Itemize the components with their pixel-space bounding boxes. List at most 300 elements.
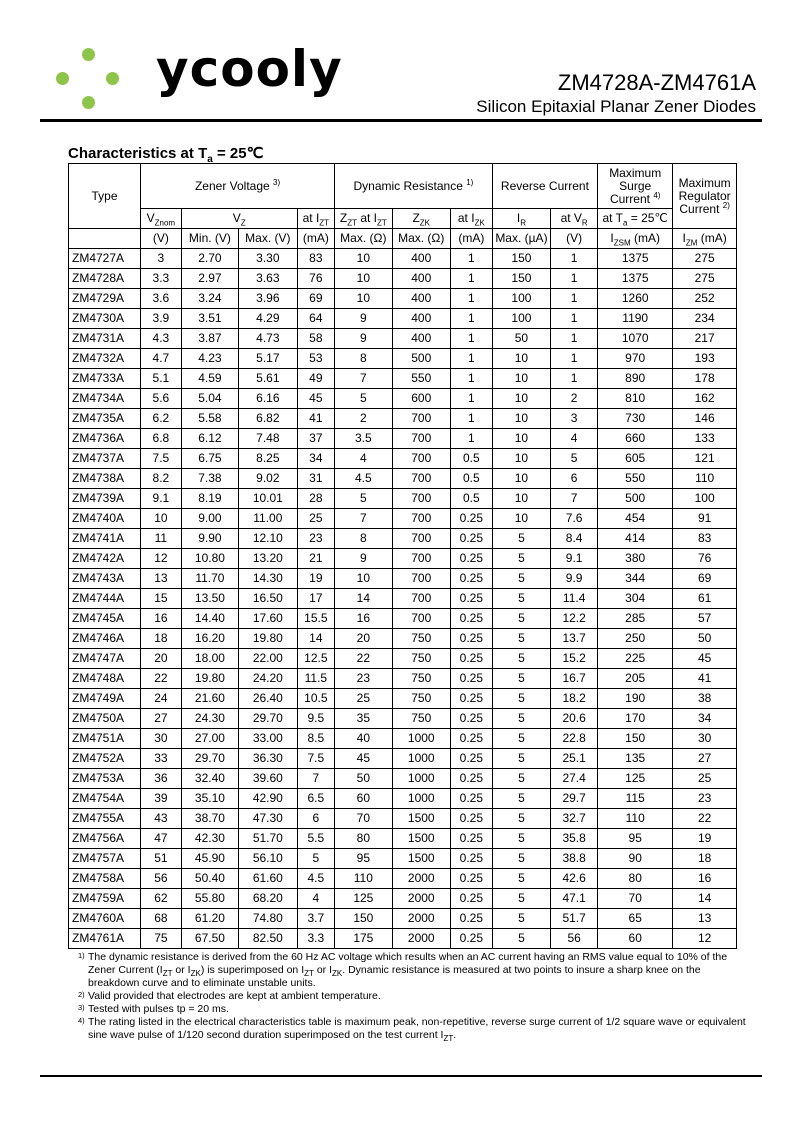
value-cell: 7.5 bbox=[141, 449, 182, 469]
value-cell: 22.8 bbox=[551, 729, 598, 749]
value-cell: 8.2 bbox=[141, 469, 182, 489]
value-cell: 43 bbox=[141, 809, 182, 829]
value-cell: 33 bbox=[141, 749, 182, 769]
footnote-marker: 4) bbox=[78, 1016, 85, 1025]
value-cell: 50 bbox=[492, 329, 550, 349]
zzk-header: $Z_{ZK}$ bbox=[392, 209, 450, 229]
type-cell: ZM4729A bbox=[69, 289, 141, 309]
value-cell: 0.25 bbox=[450, 809, 492, 829]
value-cell: 60 bbox=[598, 929, 673, 949]
value-cell: 205 bbox=[598, 669, 673, 689]
value-cell: 3.63 bbox=[239, 269, 297, 289]
value-cell: 400 bbox=[392, 309, 450, 329]
value-cell: 2000 bbox=[392, 889, 450, 909]
value-cell: 9 bbox=[335, 549, 392, 569]
type-cell: ZM4757A bbox=[69, 849, 141, 869]
value-cell: 10.5 bbox=[297, 689, 335, 709]
value-cell: 0.25 bbox=[450, 929, 492, 949]
value-cell: 50.40 bbox=[181, 869, 238, 889]
value-cell: 5 bbox=[492, 629, 550, 649]
value-cell: 0.25 bbox=[450, 789, 492, 809]
type-cell: ZM4753A bbox=[69, 769, 141, 789]
value-cell: 10 bbox=[335, 249, 392, 269]
value-cell: 125 bbox=[598, 769, 673, 789]
type-cell: ZM4743A bbox=[69, 569, 141, 589]
value-cell: 41 bbox=[673, 669, 737, 689]
value-cell: 1000 bbox=[392, 789, 450, 809]
type-cell: ZM4740A bbox=[69, 509, 141, 529]
value-cell: 2.70 bbox=[181, 249, 238, 269]
value-cell: 7 bbox=[335, 369, 392, 389]
value-cell: 12 bbox=[141, 549, 182, 569]
type-cell: ZM4751A bbox=[69, 729, 141, 749]
value-cell: 10 bbox=[492, 349, 550, 369]
type-cell: ZM4734A bbox=[69, 389, 141, 409]
value-cell: 68.20 bbox=[239, 889, 297, 909]
value-cell: 24 bbox=[141, 689, 182, 709]
value-cell: 9.5 bbox=[297, 709, 335, 729]
table-row bbox=[69, 409, 737, 429]
type-cell: ZM4733A bbox=[69, 369, 141, 389]
value-cell: 10 bbox=[492, 389, 550, 409]
value-cell: 41 bbox=[297, 409, 335, 429]
unit-vz-max: Max. (V) bbox=[239, 229, 297, 249]
footer-divider bbox=[40, 1075, 762, 1077]
value-cell: 95 bbox=[335, 849, 392, 869]
value-cell: 5 bbox=[492, 569, 550, 589]
value-cell: 68 bbox=[141, 909, 182, 929]
type-cell: ZM4731A bbox=[69, 329, 141, 349]
value-cell: 3.5 bbox=[335, 429, 392, 449]
type-cell: ZM4747A bbox=[69, 649, 141, 669]
value-cell: 25 bbox=[335, 689, 392, 709]
value-cell: 0.25 bbox=[450, 529, 492, 549]
value-cell: 26.40 bbox=[239, 689, 297, 709]
type-cell: ZM4736A bbox=[69, 429, 141, 449]
value-cell: 135 bbox=[598, 749, 673, 769]
value-cell: 61 bbox=[673, 589, 737, 609]
value-cell: 24.30 bbox=[181, 709, 238, 729]
value-cell: 45 bbox=[297, 389, 335, 409]
value-cell: 454 bbox=[598, 509, 673, 529]
type-cell: ZM4760A bbox=[69, 909, 141, 929]
table-row bbox=[69, 369, 737, 389]
value-cell: 150 bbox=[492, 249, 550, 269]
value-cell: 2000 bbox=[392, 929, 450, 949]
type-cell: ZM4728A bbox=[69, 269, 141, 289]
value-cell: 5 bbox=[492, 649, 550, 669]
value-cell: 10 bbox=[492, 489, 550, 509]
value-cell: 51.7 bbox=[551, 909, 598, 929]
type-cell: ZM4752A bbox=[69, 749, 141, 769]
value-cell: 162 bbox=[673, 389, 737, 409]
value-cell: 660 bbox=[598, 429, 673, 449]
value-cell: 7.6 bbox=[551, 509, 598, 529]
value-cell: 1 bbox=[551, 369, 598, 389]
value-cell: 5 bbox=[492, 829, 550, 849]
value-cell: 1375 bbox=[598, 269, 673, 289]
value-cell: 33.00 bbox=[239, 729, 297, 749]
value-cell: 49 bbox=[297, 369, 335, 389]
value-cell: 53 bbox=[297, 349, 335, 369]
value-cell: 9.1 bbox=[141, 489, 182, 509]
value-cell: 810 bbox=[598, 389, 673, 409]
value-cell: 10.01 bbox=[239, 489, 297, 509]
value-cell: 17.60 bbox=[239, 609, 297, 629]
value-cell: 10 bbox=[492, 409, 550, 429]
value-cell: 69 bbox=[297, 289, 335, 309]
ir-header: $I_R$ bbox=[492, 209, 550, 229]
value-cell: 10 bbox=[492, 509, 550, 529]
value-cell: 83 bbox=[673, 529, 737, 549]
value-cell: 4.3 bbox=[141, 329, 182, 349]
at-izk-header: at $I_{ZK}$ bbox=[450, 209, 492, 229]
value-cell: 0.25 bbox=[450, 869, 492, 889]
value-cell: 400 bbox=[392, 269, 450, 289]
table-row bbox=[69, 909, 737, 929]
table-row bbox=[69, 329, 737, 349]
value-cell: 58 bbox=[297, 329, 335, 349]
value-cell: 15.5 bbox=[297, 609, 335, 629]
value-cell: 1000 bbox=[392, 749, 450, 769]
footnote-text: Valid provided that electrodes are kept at ambient temperature. bbox=[88, 990, 381, 1002]
value-cell: 1 bbox=[450, 269, 492, 289]
value-cell: 30 bbox=[673, 729, 737, 749]
value-cell: 6 bbox=[551, 469, 598, 489]
value-cell: 10 bbox=[335, 289, 392, 309]
value-cell: 14.40 bbox=[181, 609, 238, 629]
value-cell: 3.96 bbox=[239, 289, 297, 309]
value-cell: 9.9 bbox=[551, 569, 598, 589]
value-cell: 40 bbox=[335, 729, 392, 749]
value-cell: 0.5 bbox=[450, 469, 492, 489]
value-cell: 500 bbox=[392, 349, 450, 369]
value-cell: 56.10 bbox=[239, 849, 297, 869]
value-cell: 5.17 bbox=[239, 349, 297, 369]
table-row bbox=[69, 349, 737, 369]
value-cell: 970 bbox=[598, 349, 673, 369]
type-header: Type bbox=[69, 164, 141, 229]
value-cell: 32.40 bbox=[181, 769, 238, 789]
value-cell: 500 bbox=[598, 489, 673, 509]
value-cell: 150 bbox=[335, 909, 392, 929]
value-cell: 3.3 bbox=[297, 929, 335, 949]
table-row bbox=[69, 549, 737, 569]
unit-izt: (mA) bbox=[297, 229, 335, 249]
value-cell: 0.25 bbox=[450, 709, 492, 729]
footnote-text: The dynamic resistance is derived from the 60 Hz AC voltage which results when an AC current having an RMS value equal to 10% of the Zener Current ($I_{ZT}$ or $I_{ZK}$) is superimposed on $I_{ZT}$ or $I_{ZK}$. Dynamic resistance is measured at two points to insure a sharp knee on the breakdown curve and to eliminate unstable units. bbox=[88, 951, 728, 989]
value-cell: 13 bbox=[141, 569, 182, 589]
header-divider bbox=[40, 119, 762, 122]
value-cell: 10 bbox=[335, 569, 392, 589]
value-cell: 4.29 bbox=[239, 309, 297, 329]
value-cell: 10 bbox=[492, 429, 550, 449]
value-cell: 12.5 bbox=[297, 649, 335, 669]
value-cell: 3.7 bbox=[297, 909, 335, 929]
unit-vz-min: Min. (V) bbox=[181, 229, 238, 249]
table-row bbox=[69, 589, 737, 609]
value-cell: 14 bbox=[335, 589, 392, 609]
table-row bbox=[69, 749, 737, 769]
value-cell: 16.20 bbox=[181, 629, 238, 649]
value-cell: 1500 bbox=[392, 829, 450, 849]
footnote-marker: 1) bbox=[78, 951, 85, 960]
value-cell: 600 bbox=[392, 389, 450, 409]
value-cell: 12.2 bbox=[551, 609, 598, 629]
value-cell: 95 bbox=[598, 829, 673, 849]
table-row bbox=[69, 829, 737, 849]
value-cell: 1 bbox=[551, 249, 598, 269]
table-row bbox=[69, 709, 737, 729]
value-cell: 1500 bbox=[392, 849, 450, 869]
value-cell: 39 bbox=[141, 789, 182, 809]
value-cell: 28 bbox=[297, 489, 335, 509]
value-cell: 4 bbox=[335, 449, 392, 469]
value-cell: 83 bbox=[297, 249, 335, 269]
value-cell: 3.30 bbox=[239, 249, 297, 269]
value-cell: 29.7 bbox=[551, 789, 598, 809]
table-row bbox=[69, 309, 737, 329]
unit-vznom: (V) bbox=[141, 229, 182, 249]
footnote-marker: 3) bbox=[78, 1003, 85, 1012]
value-cell: 4.73 bbox=[239, 329, 297, 349]
value-cell: 8.4 bbox=[551, 529, 598, 549]
value-cell: 13.7 bbox=[551, 629, 598, 649]
value-cell: 27.4 bbox=[551, 769, 598, 789]
value-cell: 50 bbox=[673, 629, 737, 649]
value-cell: 13.50 bbox=[181, 589, 238, 609]
value-cell: 0.25 bbox=[450, 549, 492, 569]
value-cell: 50 bbox=[335, 769, 392, 789]
value-cell: 5 bbox=[492, 589, 550, 609]
value-cell: 5 bbox=[492, 709, 550, 729]
value-cell: 4 bbox=[297, 889, 335, 909]
zener-voltage-header: Zener Voltage $^{3)}$ bbox=[141, 164, 335, 209]
value-cell: 25 bbox=[673, 769, 737, 789]
value-cell: 18.2 bbox=[551, 689, 598, 709]
vz-header: $V_Z$ bbox=[181, 209, 297, 229]
value-cell: 400 bbox=[392, 329, 450, 349]
value-cell: 125 bbox=[335, 889, 392, 909]
value-cell: 700 bbox=[392, 469, 450, 489]
value-cell: 6.12 bbox=[181, 429, 238, 449]
value-cell: 4.7 bbox=[141, 349, 182, 369]
value-cell: 700 bbox=[392, 549, 450, 569]
value-cell: 7 bbox=[551, 489, 598, 509]
value-cell: 1260 bbox=[598, 289, 673, 309]
value-cell: 110 bbox=[335, 869, 392, 889]
value-cell: 10 bbox=[141, 509, 182, 529]
value-cell: 11.5 bbox=[297, 669, 335, 689]
type-cell: ZM4744A bbox=[69, 589, 141, 609]
value-cell: 11.00 bbox=[239, 509, 297, 529]
value-cell: 6.82 bbox=[239, 409, 297, 429]
value-cell: 82.50 bbox=[239, 929, 297, 949]
value-cell: 14.30 bbox=[239, 569, 297, 589]
value-cell: 36.30 bbox=[239, 749, 297, 769]
value-cell: 700 bbox=[392, 589, 450, 609]
value-cell: 0.25 bbox=[450, 569, 492, 589]
value-cell: 0.25 bbox=[450, 749, 492, 769]
value-cell: 23 bbox=[297, 529, 335, 549]
value-cell: 10 bbox=[492, 369, 550, 389]
value-cell: 750 bbox=[392, 709, 450, 729]
table-row bbox=[69, 449, 737, 469]
value-cell: 1 bbox=[450, 289, 492, 309]
value-cell: 6.2 bbox=[141, 409, 182, 429]
type-cell: ZM4754A bbox=[69, 789, 141, 809]
value-cell: 38.70 bbox=[181, 809, 238, 829]
logo-dot-icon bbox=[82, 96, 95, 109]
value-cell: 5.1 bbox=[141, 369, 182, 389]
value-cell: 0.25 bbox=[450, 629, 492, 649]
value-cell: 5.04 bbox=[181, 389, 238, 409]
value-cell: 178 bbox=[673, 369, 737, 389]
value-cell: 100 bbox=[673, 489, 737, 509]
footnote bbox=[78, 1003, 748, 1016]
type-cell: ZM4732A bbox=[69, 349, 141, 369]
value-cell: 275 bbox=[673, 269, 737, 289]
value-cell: 8.5 bbox=[297, 729, 335, 749]
value-cell: 18 bbox=[141, 629, 182, 649]
type-cell: ZM4745A bbox=[69, 609, 141, 629]
value-cell: 20 bbox=[335, 629, 392, 649]
value-cell: 56 bbox=[551, 929, 598, 949]
table-row bbox=[69, 289, 737, 309]
value-cell: 0.25 bbox=[450, 909, 492, 929]
vznom-header: $V_{Znom}$ bbox=[141, 209, 182, 229]
value-cell: 16 bbox=[335, 609, 392, 629]
value-cell: 1 bbox=[450, 409, 492, 429]
value-cell: 15.2 bbox=[551, 649, 598, 669]
value-cell: 13.20 bbox=[239, 549, 297, 569]
table-row bbox=[69, 889, 737, 909]
reverse-current-header: Reverse Current bbox=[492, 164, 597, 209]
value-cell: 90 bbox=[598, 849, 673, 869]
value-cell: 10 bbox=[492, 469, 550, 489]
type-cell: ZM4730A bbox=[69, 309, 141, 329]
value-cell: 38.8 bbox=[551, 849, 598, 869]
value-cell: 6.8 bbox=[141, 429, 182, 449]
value-cell: 414 bbox=[598, 529, 673, 549]
table-row bbox=[69, 269, 737, 289]
value-cell: 3 bbox=[141, 249, 182, 269]
logo-dot-icon bbox=[56, 72, 69, 85]
value-cell: 5 bbox=[492, 869, 550, 889]
value-cell: 0.25 bbox=[450, 609, 492, 629]
value-cell: 252 bbox=[673, 289, 737, 309]
type-cell: ZM4741A bbox=[69, 529, 141, 549]
value-cell: 11 bbox=[141, 529, 182, 549]
value-cell: 11.70 bbox=[181, 569, 238, 589]
value-cell: 38 bbox=[673, 689, 737, 709]
value-cell: 0.25 bbox=[450, 849, 492, 869]
footnote bbox=[78, 951, 748, 990]
value-cell: 0.5 bbox=[450, 449, 492, 469]
value-cell: 6 bbox=[297, 809, 335, 829]
value-cell: 76 bbox=[673, 549, 737, 569]
brand-wordmark: ycooly bbox=[156, 40, 343, 98]
value-cell: 0.25 bbox=[450, 649, 492, 669]
value-cell: 5.58 bbox=[181, 409, 238, 429]
value-cell: 550 bbox=[392, 369, 450, 389]
value-cell: 1 bbox=[551, 349, 598, 369]
table-row bbox=[69, 729, 737, 749]
table-row bbox=[69, 489, 737, 509]
type-cell: ZM4761A bbox=[69, 929, 141, 949]
value-cell: 750 bbox=[392, 649, 450, 669]
value-cell: 5 bbox=[492, 689, 550, 709]
value-cell: 34 bbox=[673, 709, 737, 729]
value-cell: 700 bbox=[392, 449, 450, 469]
value-cell: 19 bbox=[673, 829, 737, 849]
value-cell: 700 bbox=[392, 509, 450, 529]
value-cell: 14 bbox=[297, 629, 335, 649]
value-cell: 42.90 bbox=[239, 789, 297, 809]
value-cell: 7 bbox=[297, 769, 335, 789]
value-cell: 74.80 bbox=[239, 909, 297, 929]
value-cell: 225 bbox=[598, 649, 673, 669]
value-cell: 30 bbox=[141, 729, 182, 749]
footnotes bbox=[78, 951, 748, 1042]
value-cell: 115 bbox=[598, 789, 673, 809]
at-vr-header: at $V_R$ bbox=[551, 209, 598, 229]
value-cell: 20.6 bbox=[551, 709, 598, 729]
value-cell: 27 bbox=[141, 709, 182, 729]
value-cell: 890 bbox=[598, 369, 673, 389]
value-cell: 605 bbox=[598, 449, 673, 469]
value-cell: 47.1 bbox=[551, 889, 598, 909]
value-cell: 9.1 bbox=[551, 549, 598, 569]
type-cell: ZM4735A bbox=[69, 409, 141, 429]
table-row bbox=[69, 249, 737, 269]
value-cell: 550 bbox=[598, 469, 673, 489]
footnote-text: Tested with pulses tp = 20 ms. bbox=[88, 1003, 229, 1015]
value-cell: 60 bbox=[335, 789, 392, 809]
value-cell: 0.25 bbox=[450, 509, 492, 529]
value-cell: 1375 bbox=[598, 249, 673, 269]
value-cell: 22.00 bbox=[239, 649, 297, 669]
value-cell: 400 bbox=[392, 289, 450, 309]
table-row bbox=[69, 769, 737, 789]
footnote bbox=[78, 1016, 748, 1042]
type-cell: ZM4758A bbox=[69, 869, 141, 889]
value-cell: 35 bbox=[335, 709, 392, 729]
type-cell: ZM4727A bbox=[69, 249, 141, 269]
zzt-header: $Z_{ZT}$ at $I_{ZT}$ bbox=[335, 209, 392, 229]
type-cell: ZM4759A bbox=[69, 889, 141, 909]
value-cell: 5 bbox=[492, 549, 550, 569]
value-cell: 6.5 bbox=[297, 789, 335, 809]
value-cell: 5 bbox=[492, 669, 550, 689]
value-cell: 23 bbox=[335, 669, 392, 689]
value-cell: 700 bbox=[392, 429, 450, 449]
value-cell: 3.9 bbox=[141, 309, 182, 329]
brand-logo bbox=[52, 40, 352, 114]
value-cell: 5 bbox=[492, 789, 550, 809]
value-cell: 1 bbox=[450, 329, 492, 349]
value-cell: 3.51 bbox=[181, 309, 238, 329]
value-cell: 700 bbox=[392, 609, 450, 629]
value-cell: 0.25 bbox=[450, 689, 492, 709]
value-cell: 146 bbox=[673, 409, 737, 429]
value-cell: 16 bbox=[673, 869, 737, 889]
value-cell: 35.8 bbox=[551, 829, 598, 849]
value-cell: 2 bbox=[335, 409, 392, 429]
value-cell: 750 bbox=[392, 669, 450, 689]
value-cell: 5.6 bbox=[141, 389, 182, 409]
value-cell: 19.80 bbox=[239, 629, 297, 649]
